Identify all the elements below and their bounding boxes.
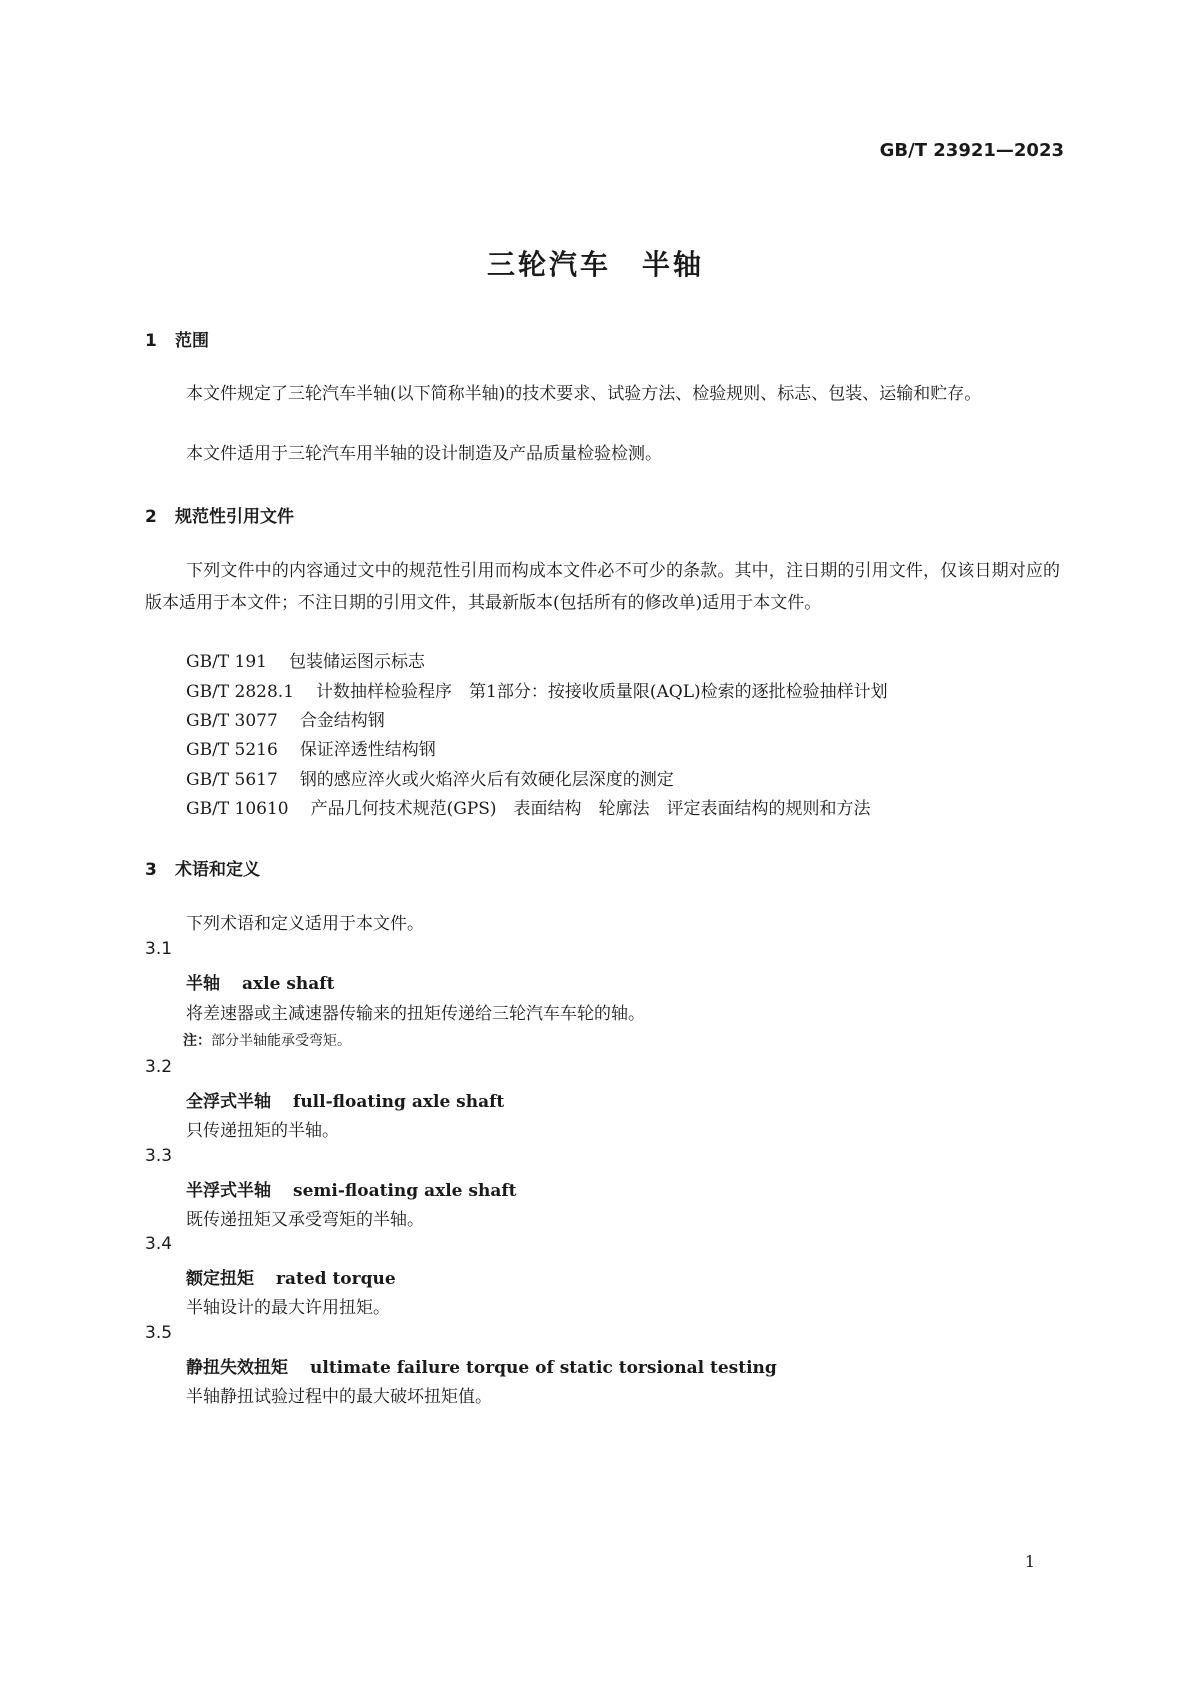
reference-title: 包装储运图示标志 [289,652,425,672]
term-en: semi-floating axle shaft [293,1181,517,1201]
reference-title: 计数抽样检验程序 第1部分：按接收质量限(AQL)检索的逐批检验抽样计划 [316,682,888,702]
term-en: rated torque [276,1269,396,1289]
reference-code: GB/T 5216 [186,740,278,760]
term-definition: 既传递扭矩又承受弯矩的半轴。 [186,1210,424,1230]
term-zh: 额定扭矩 [186,1269,254,1289]
document-code: GB/T 23921—2023 [879,140,1064,161]
reference-item [186,794,871,819]
section-number: 1 [145,331,157,351]
term-definition: 半轴静扭试验过程中的最大破坏扭矩值。 [186,1387,492,1407]
term-heading [186,1353,777,1378]
term-definition: 只传递扭矩的半轴。 [186,1121,339,1141]
reference-code: GB/T 2828.1 [186,682,295,702]
reference-title: 钢的感应淬火或火焰淬火后有效硬化层深度的测定 [299,770,674,790]
reference-item [186,735,436,760]
term-heading [186,1087,504,1112]
document-title: 三轮汽车 半轴 [486,248,704,281]
reference-code: GB/T 5617 [186,770,278,790]
term-number: 3.1 [145,939,173,959]
paragraph-text: 本文件规定了三轮汽车半轴(以下简称半轴)的技术要求、试验方法、检验规则、标志、包装、运输和贮存。 [186,384,982,404]
reference-code: GB/T 3077 [186,711,278,731]
section-number: 2 [145,507,157,527]
note-label: 注： [183,1033,211,1049]
reference-title: 产品几何技术规范(GPS) 表面结构 轮廓法 评定表面结构的规则和方法 [310,799,871,819]
term-number: 3.2 [145,1057,173,1077]
reference-item [186,765,674,790]
term-zh: 半浮式半轴 [186,1181,271,1201]
note-text: 部分半轴能承受弯矩。 [211,1033,351,1049]
paragraph-text: 下列文件中的内容通过文中的规范性引用而构成本文件必不可少的条款。其中，注日期的引用文件，仅该日期对应的版本适用于本文件；不注日期的引用文件，其最新版本(包括所有的修改单)适用于本文件。 [145,561,1060,613]
section-heading-scope [145,326,209,351]
scope-paragraph-2 [145,438,1060,470]
scope-paragraph-1 [145,378,1060,410]
term-heading [186,1176,517,1201]
term-zh: 全浮式半轴 [186,1092,271,1112]
reference-title: 合金结构钢 [299,711,385,731]
term-number: 3.3 [145,1146,173,1166]
section-heading-normative-references [145,502,294,527]
reference-item [186,677,888,702]
term-note [183,1030,351,1050]
terms-intro: 下列术语和定义适用于本文件。 [186,914,424,934]
term-en: full-floating axle shaft [293,1092,505,1112]
term-zh: 静扭失效扭矩 [186,1358,288,1378]
term-heading [186,1264,396,1289]
term-heading [186,969,334,994]
term-zh: 半轴 [186,974,220,994]
term-definition: 将差速器或主减速器传输来的扭矩传递给三轮汽车车轮的轴。 [186,1004,645,1024]
reference-item [186,706,385,731]
term-definition: 半轴设计的最大许用扭矩。 [186,1298,390,1318]
term-en: ultimate failure torque of static torsional testing [310,1358,777,1378]
section-number: 3 [145,860,157,880]
term-en: axle shaft [242,974,335,994]
term-number: 3.5 [145,1323,173,1343]
section-title: 术语和定义 [175,860,260,880]
reference-code: GB/T 10610 [186,799,289,819]
section-title: 规范性引用文件 [175,507,294,527]
references-paragraph [145,555,1060,619]
section-title: 范围 [175,331,209,351]
section-heading-terms-definitions [145,855,260,880]
term-number: 3.4 [145,1234,173,1254]
reference-item [186,647,425,672]
reference-code: GB/T 191 [186,652,267,672]
paragraph-text: 本文件适用于三轮汽车用半轴的设计制造及产品质量检验检测。 [186,444,662,464]
page-number: 1 [1024,1552,1035,1571]
reference-title: 保证淬透性结构钢 [299,740,436,760]
